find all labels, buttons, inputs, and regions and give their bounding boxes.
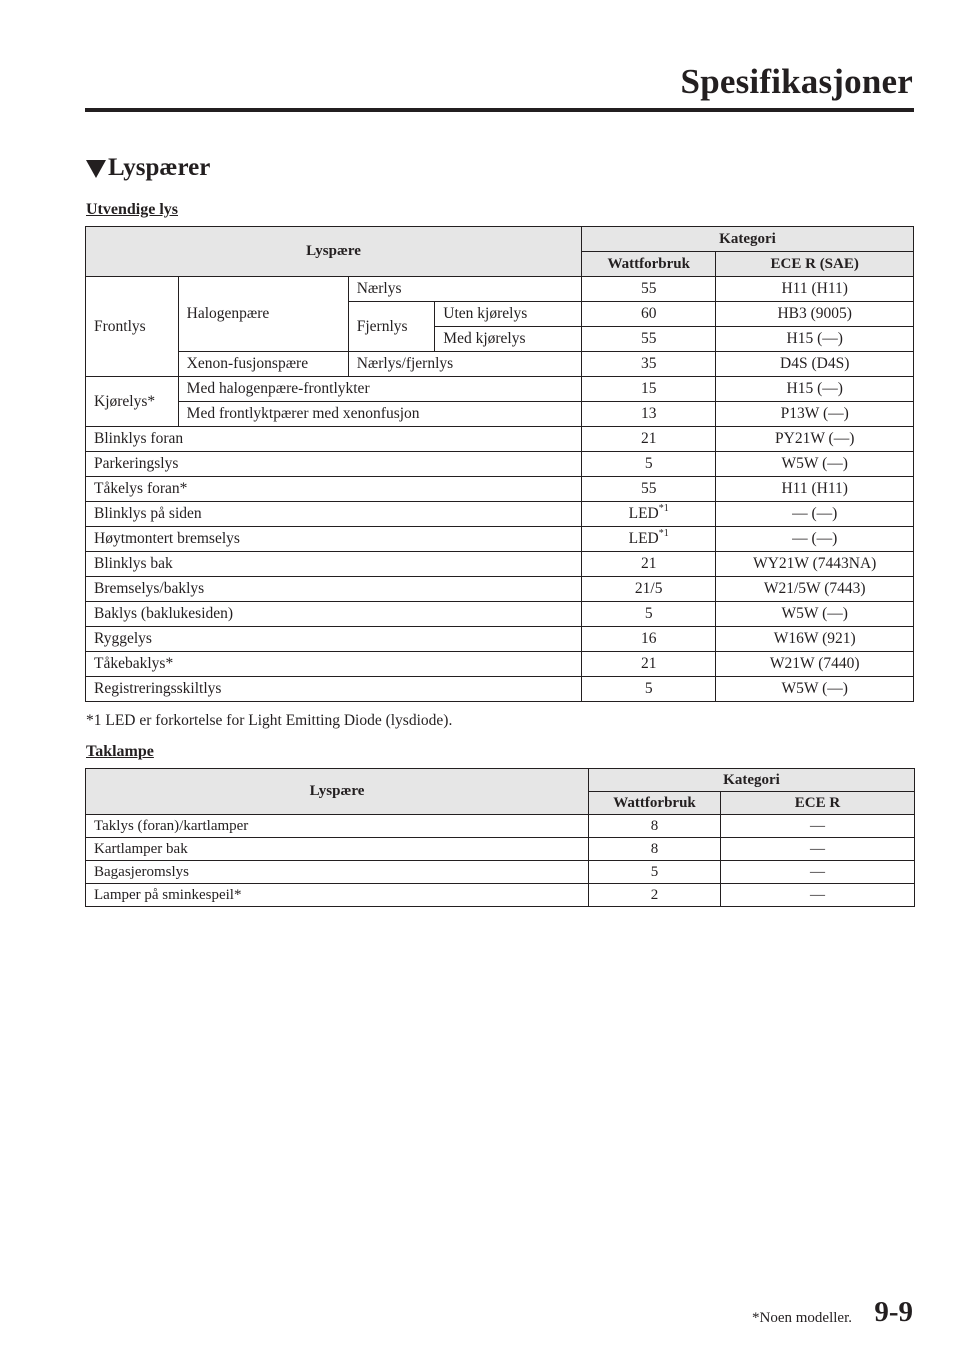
row-watt: 21 xyxy=(581,652,715,677)
table-row xyxy=(86,352,914,377)
row-watt: 55 xyxy=(581,327,715,352)
row-watt: 55 xyxy=(581,477,715,502)
row-name: Bremselys/baklys xyxy=(86,577,582,602)
page-number: 9-9 xyxy=(874,1296,913,1328)
header-bulb: Lyspære xyxy=(86,227,582,277)
row-watt: 35 xyxy=(581,352,715,377)
footnote-ref: *1 xyxy=(658,502,669,514)
row-watt: 5 xyxy=(581,602,715,627)
row-ece: D4S (D4S) xyxy=(716,352,914,377)
chapter-title: Spesifikasjoner xyxy=(680,62,913,101)
row-ece: PY21W (—) xyxy=(716,427,914,452)
row-watt: 15 xyxy=(581,377,715,402)
row-ece: — (—) xyxy=(716,502,914,527)
table-row xyxy=(86,652,914,677)
row-watt: 5 xyxy=(581,677,715,702)
row-watt: 5 xyxy=(589,861,721,884)
row-name: Med kjørelys xyxy=(435,327,582,352)
row-name: Lamper på sminkespeil* xyxy=(86,884,589,907)
row-ece: — (—) xyxy=(716,527,914,552)
row-ece: — xyxy=(721,884,915,907)
row-name: Bagasjeromslys xyxy=(86,861,589,884)
row-name: Tåkebaklys* xyxy=(86,652,582,677)
watt-led: LED xyxy=(628,505,659,522)
row-ece: — xyxy=(721,861,915,884)
table-row xyxy=(86,502,914,527)
exterior-lights-table xyxy=(85,226,914,702)
table-row xyxy=(86,677,914,702)
row-ece: H11 (H11) xyxy=(716,477,914,502)
row-name: Kartlamper bak xyxy=(86,838,589,861)
triangle-bullet-icon xyxy=(86,160,106,178)
table-row xyxy=(86,477,914,502)
row-watt: 13 xyxy=(581,402,715,427)
row-ece: W16W (921) xyxy=(716,627,914,652)
header-ece: ECE R xyxy=(721,792,915,815)
row-name: Med halogenpære-frontlykter xyxy=(178,377,581,402)
row-ece: P13W (—) xyxy=(716,402,914,427)
row-ece: WY21W (7443NA) xyxy=(716,552,914,577)
row-ece: H15 (—) xyxy=(716,327,914,352)
row-name: Parkeringslys xyxy=(86,452,582,477)
header-watt: Wattforbruk xyxy=(589,792,721,815)
row-ece: W21W (7440) xyxy=(716,652,914,677)
row-watt: 2 xyxy=(589,884,721,907)
section-title: Lyspærer xyxy=(108,154,211,181)
row-watt xyxy=(581,527,715,552)
row-name: Uten kjørelys xyxy=(435,302,582,327)
watt-led: LED xyxy=(628,530,659,547)
header-category: Kategori xyxy=(581,227,913,252)
row-ece: W21/5W (7443) xyxy=(716,577,914,602)
header-category: Kategori xyxy=(589,769,915,792)
fjernlys-label: Fjernlys xyxy=(348,302,435,352)
row-name: Tåkelys foran* xyxy=(86,477,582,502)
table-row xyxy=(86,552,914,577)
row-name: Nærlys/fjernlys xyxy=(348,352,581,377)
interior-lights-table xyxy=(85,768,915,907)
row-name: Blinklys på siden xyxy=(86,502,582,527)
row-name: Taklys (foran)/kartlamper xyxy=(86,815,589,838)
row-ece: — xyxy=(721,838,915,861)
table-row xyxy=(86,838,915,861)
row-ece: — xyxy=(721,815,915,838)
header-bulb: Lyspære xyxy=(86,769,589,815)
row-watt: 21 xyxy=(581,552,715,577)
halogen-label: Halogenpære xyxy=(178,277,348,352)
row-watt xyxy=(581,502,715,527)
table-row xyxy=(86,884,915,907)
row-ece: HB3 (9005) xyxy=(716,302,914,327)
table-row xyxy=(86,427,914,452)
models-note: *Noen modeller. xyxy=(752,1310,852,1326)
table-row xyxy=(86,627,914,652)
table-row xyxy=(86,861,915,884)
table-row xyxy=(86,452,914,477)
row-ece: H15 (—) xyxy=(716,377,914,402)
row-name: Ryggelys xyxy=(86,627,582,652)
row-name: Nærlys xyxy=(348,277,581,302)
row-name: Blinklys foran xyxy=(86,427,582,452)
row-name: Med frontlyktpærer med xenonfusjon xyxy=(178,402,581,427)
row-ece: W5W (—) xyxy=(716,452,914,477)
row-ece: W5W (—) xyxy=(716,602,914,627)
footnote: *1 LED er forkortelse for Light Emitting Diode (lysdiode). xyxy=(86,712,453,729)
table-row xyxy=(86,402,914,427)
row-watt: 55 xyxy=(581,277,715,302)
frontlys-label: Frontlys xyxy=(86,277,179,377)
xenon-type: Xenon-fusjonspære xyxy=(178,352,348,377)
footnote-ref: *1 xyxy=(658,527,669,539)
row-ece: H11 (H11) xyxy=(716,277,914,302)
kjorelys-label: Kjørelys* xyxy=(86,377,179,427)
row-watt: 21 xyxy=(581,427,715,452)
table-row xyxy=(86,815,915,838)
exterior-lights-heading: Utvendige lys xyxy=(86,201,178,218)
table-row xyxy=(86,277,914,302)
row-watt: 8 xyxy=(589,838,721,861)
header-watt: Wattforbruk xyxy=(581,252,715,277)
row-watt: 8 xyxy=(589,815,721,838)
row-ece: W5W (—) xyxy=(716,677,914,702)
row-watt: 16 xyxy=(581,627,715,652)
chapter-rule xyxy=(85,108,914,112)
row-watt: 60 xyxy=(581,302,715,327)
row-name: Høytmontert bremselys xyxy=(86,527,582,552)
table-row xyxy=(86,377,914,402)
table-row xyxy=(86,577,914,602)
table-row xyxy=(86,527,914,552)
header-ece: ECE R (SAE) xyxy=(716,252,914,277)
row-name: Blinklys bak xyxy=(86,552,582,577)
row-name: Registreringsskiltlys xyxy=(86,677,582,702)
row-watt: 21/5 xyxy=(581,577,715,602)
row-watt: 5 xyxy=(581,452,715,477)
section-heading xyxy=(86,154,210,182)
row-name: Baklys (baklukesiden) xyxy=(86,602,582,627)
interior-lights-heading: Taklampe xyxy=(86,743,154,760)
table-row xyxy=(86,602,914,627)
